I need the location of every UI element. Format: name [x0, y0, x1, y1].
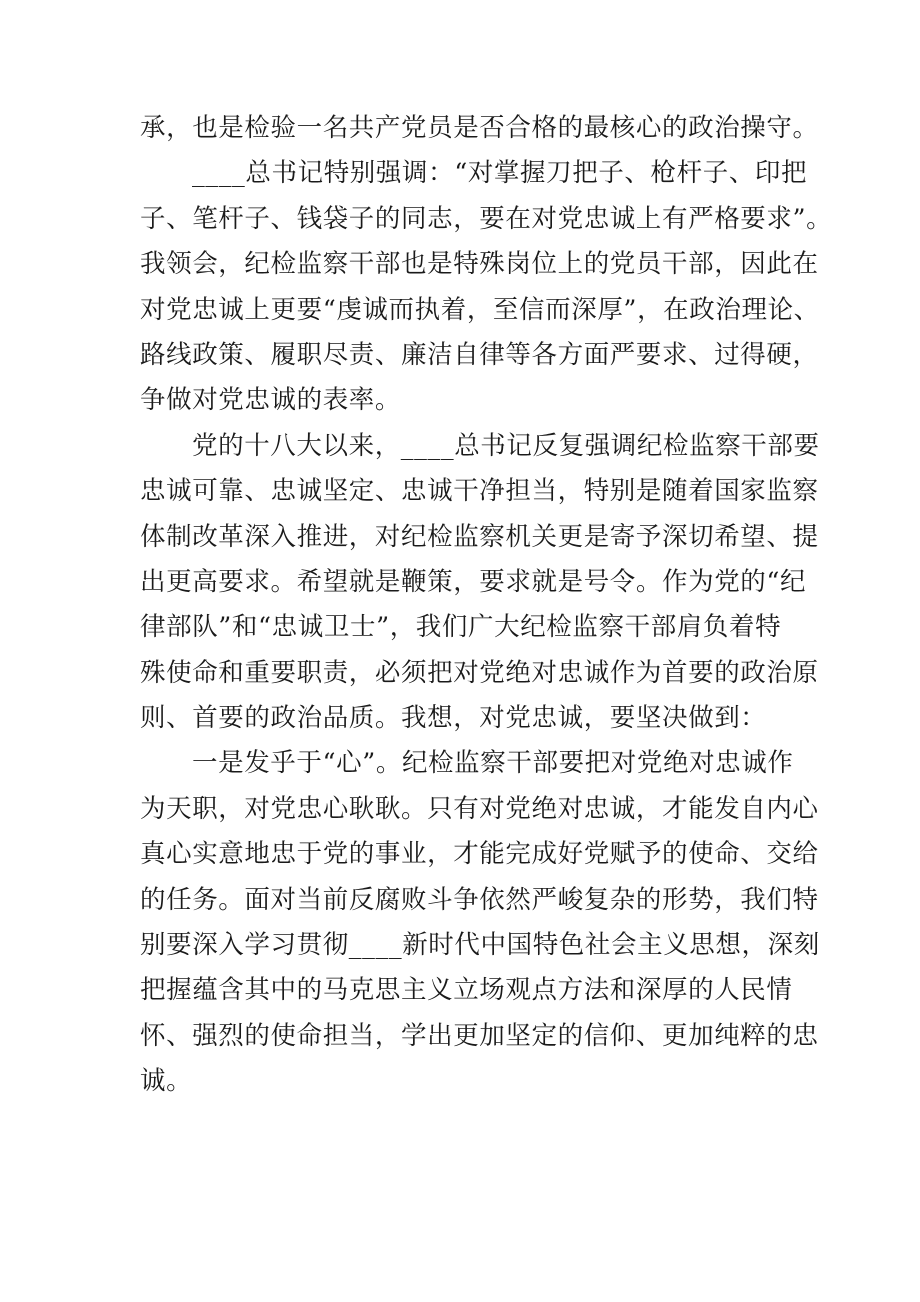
text-line: 则、首要的政治品质。我想，对党忠诚，要坚决做到： [140, 703, 767, 734]
text-line: 怀、强烈的使命担当，学出更加坚定的信仰、更加纯粹的忠 [140, 1020, 819, 1051]
text-line: 真心实意地忠于党的事业，才能完成好党赋予的使命、交给 [140, 839, 819, 870]
document-body [140, 106, 833, 1105]
paragraph-2 [140, 151, 833, 423]
text-line: 党的十八大以来，____总书记反复强调纪检监察干部要 [192, 430, 820, 461]
text-line: 路线政策、履职尽责、廉洁自律等各方面严要求、过得硬， [140, 339, 819, 370]
text-line: 承，也是检验一名共产党员是否合格的最核心的政治操守。 [140, 113, 819, 143]
text-line: 为天职，对党忠心耿耿。只有对党绝对忠诚，才能发自内心 [140, 793, 819, 824]
paragraph-1 [140, 106, 819, 151]
paragraph-3 [140, 424, 820, 742]
text-line: 争做对党忠诚的表率。 [140, 385, 402, 416]
text-line: 诚。 [140, 1066, 193, 1097]
text-line: 别要深入学习贯彻____新时代中国特色社会主义思想，深刻 [140, 930, 820, 961]
text-line: 一是发乎于“心”。纪检监察干部要把对党绝对忠诚作 [192, 748, 794, 779]
text-line: 忠诚可靠、忠诚坚定、忠诚干净担当，特别是随着国家监察 [140, 476, 819, 507]
text-line: 体制改革深入推进，对纪检监察机关更是寄予深切希望、提 [140, 521, 819, 552]
text-line: ____总书记特别强调：“对掌握刀把子、枪杆子、印把 [192, 158, 808, 189]
text-line: 我领会，纪检监察干部也是特殊岗位上的党员干部，因此在 [140, 249, 819, 280]
text-line: 子、笔杆子、钱袋子的同志，要在对党忠诚上有严格要求”。 [140, 203, 833, 234]
text-line: 的任务。面对当前反腐败斗争依然严峻复杂的形势，我们特 [140, 884, 819, 915]
paragraph-4 [140, 741, 820, 1104]
text-line: 把握蕴含其中的马克思主义立场观点方法和深厚的人民情 [140, 975, 793, 1006]
text-line: 对党忠诚上更要“虔诚而执着，至信而深厚”，在政治理论、 [140, 294, 820, 325]
text-line: 律部队”和“忠诚卫士”，我们广大纪检监察干部肩负着特 [140, 612, 782, 643]
text-line: 出更高要求。希望就是鞭策，要求就是号令。作为党的“纪 [140, 566, 807, 597]
text-line: 殊使命和重要职责，必须把对党绝对忠诚作为首要的政治原 [140, 657, 819, 688]
